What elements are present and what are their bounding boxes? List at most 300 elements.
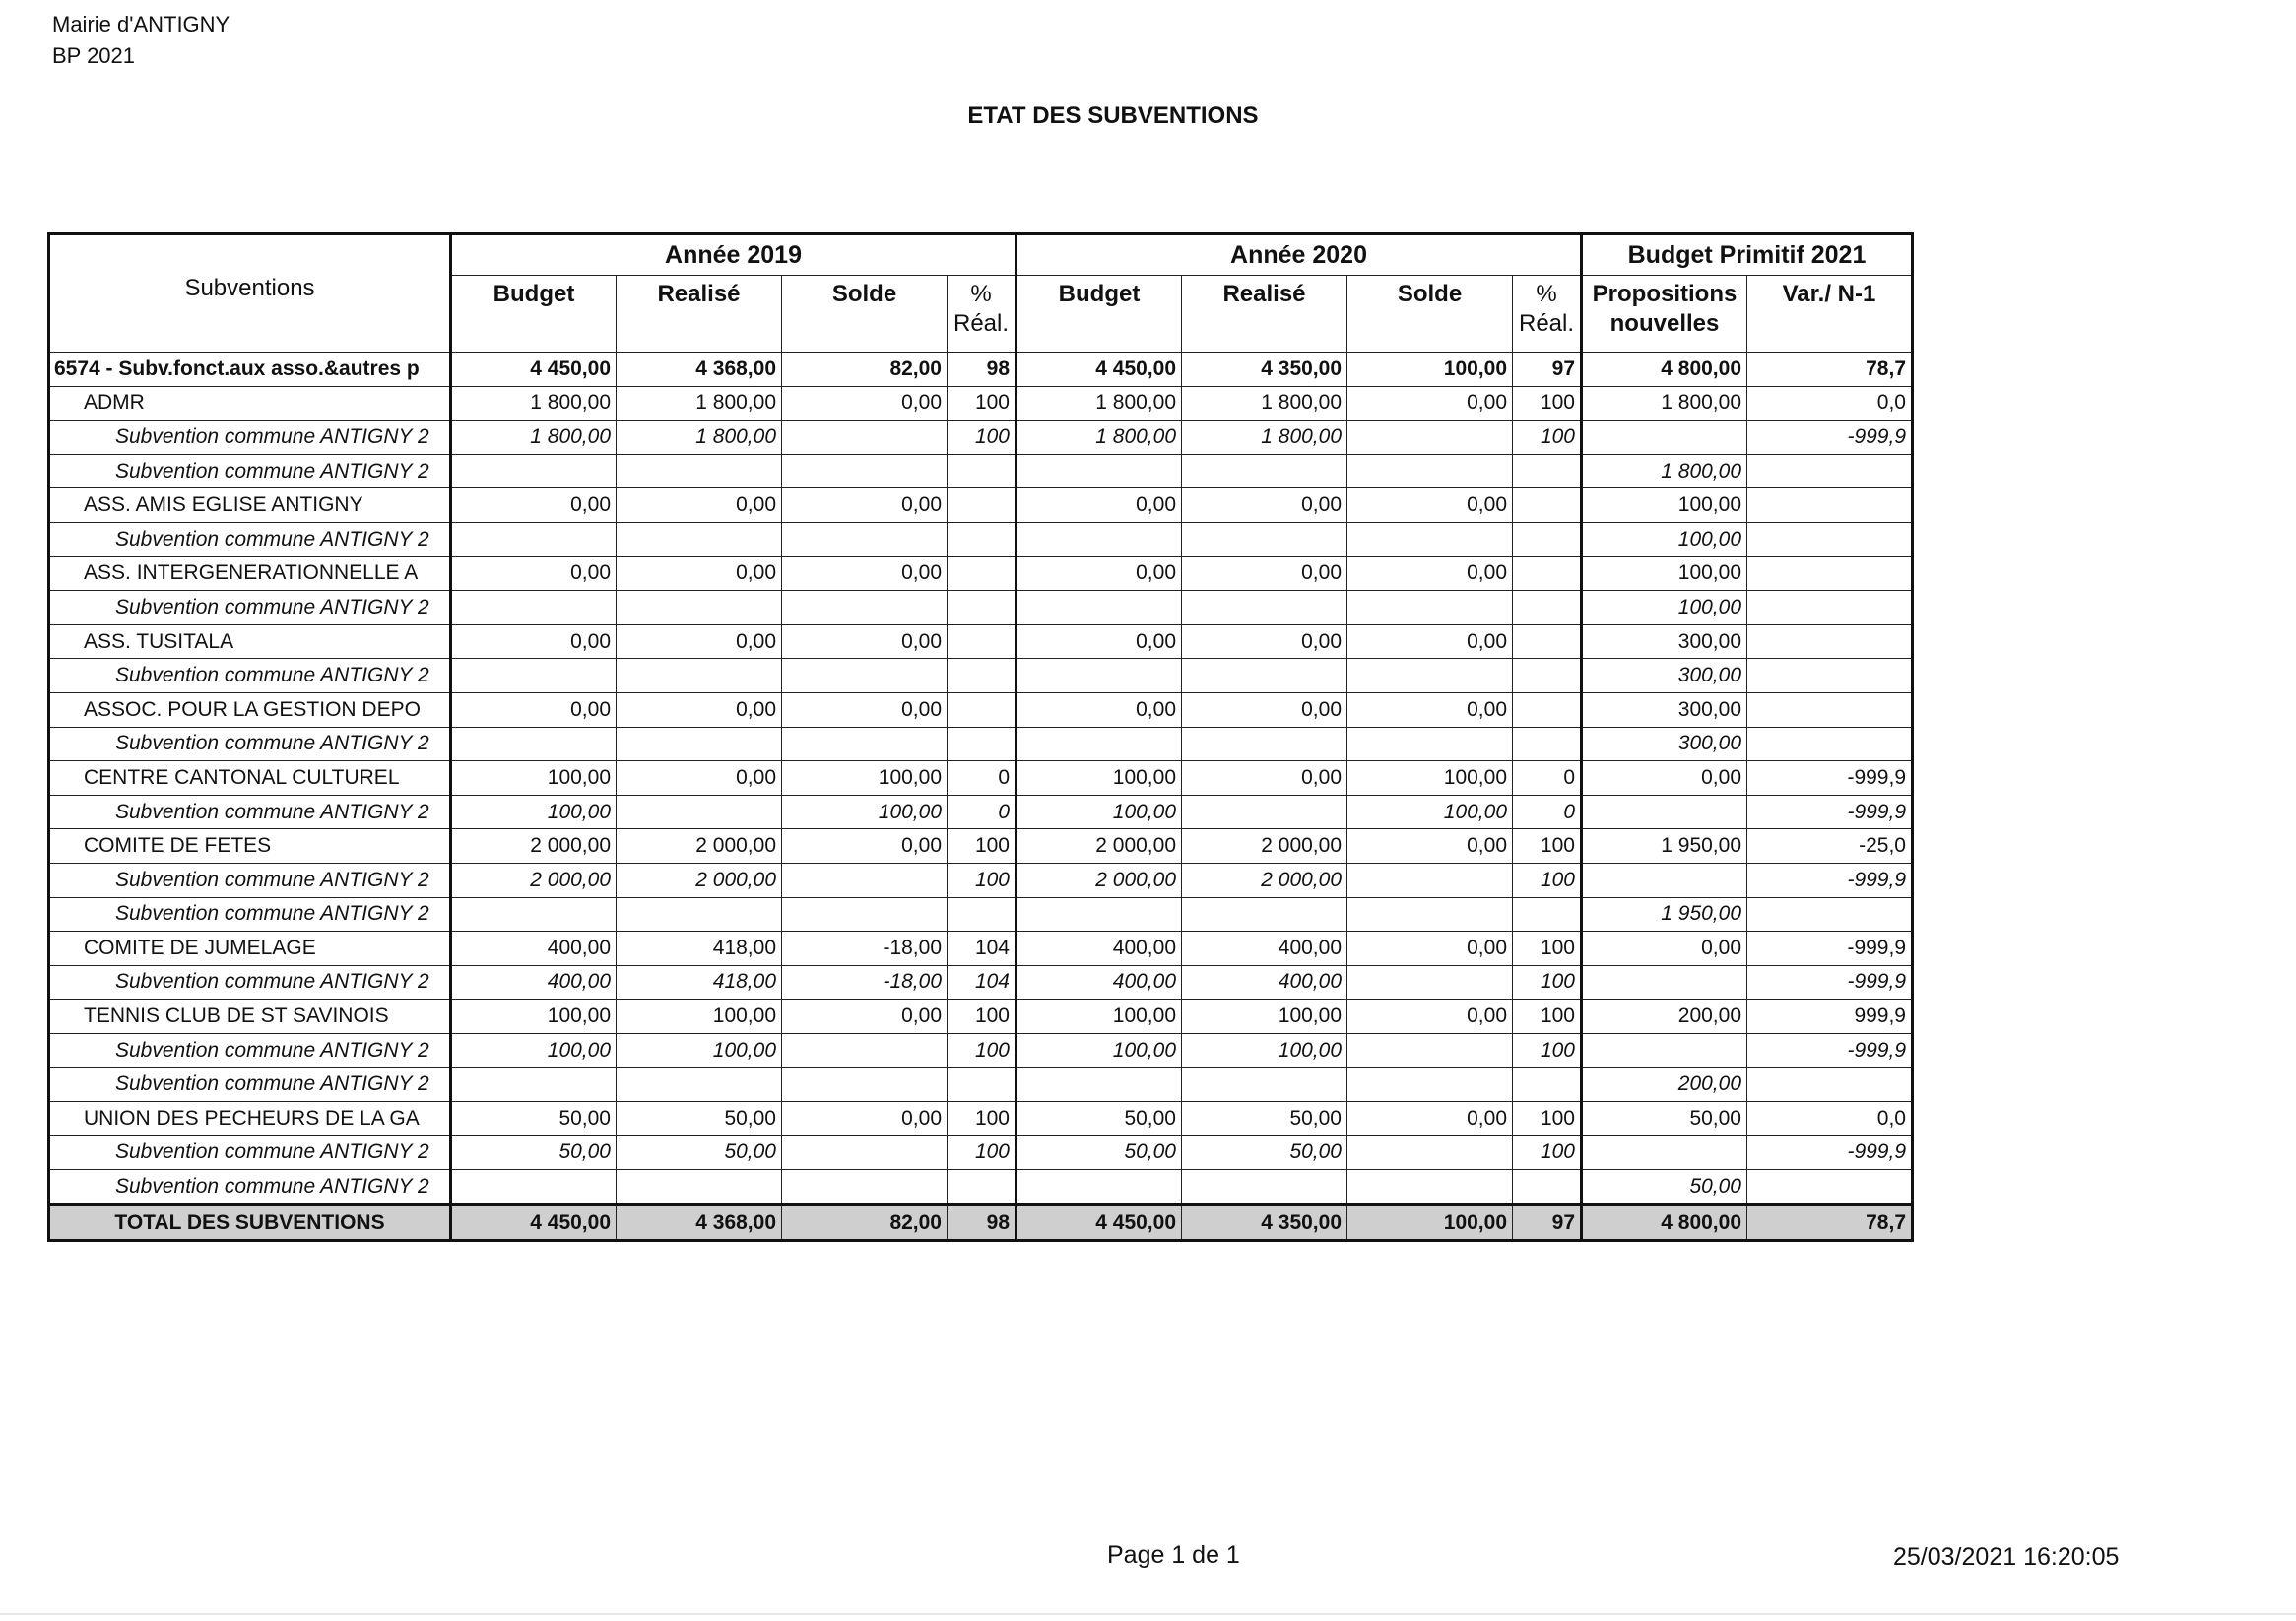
cell-value: 0,00 [782, 556, 948, 591]
cell-value: 418,00 [617, 965, 782, 1000]
cell-value [1347, 727, 1513, 761]
row-label: COMITE DE JUMELAGE [49, 932, 451, 966]
cell-value: 100,00 [782, 795, 948, 829]
cell-value: 100 [1513, 1000, 1582, 1034]
cell-value [1347, 1033, 1513, 1068]
cell-value: 0,00 [1347, 692, 1513, 727]
cell-value [617, 659, 782, 693]
cell-value [948, 556, 1017, 591]
row-label: Subvention commune ANTIGNY 2 [49, 795, 451, 829]
cell-value: 400,00 [451, 932, 617, 966]
cell-value [1747, 1068, 1913, 1102]
cell-value [1182, 795, 1347, 829]
cell-value: 100 [948, 863, 1017, 897]
cell-value: 1 800,00 [1017, 386, 1182, 421]
cell-value [617, 1170, 782, 1205]
row-label: COMITE DE FETES [49, 829, 451, 864]
cell-value: 300,00 [1582, 624, 1747, 659]
cell-value: -18,00 [782, 932, 948, 966]
cell-value: 100,00 [1582, 522, 1747, 556]
row-label: Subvention commune ANTIGNY 2 [49, 1033, 451, 1068]
cell-value: 104 [948, 965, 1017, 1000]
cell-value [948, 659, 1017, 693]
cell-value: 1 950,00 [1582, 897, 1747, 932]
cell-value: 0,00 [1347, 932, 1513, 966]
cell-value: 0,00 [1182, 556, 1347, 591]
cell-value: 104 [948, 932, 1017, 966]
cell-value [782, 659, 948, 693]
cell-value [451, 727, 617, 761]
cell-value: 97 [1513, 1204, 1582, 1241]
cell-value [451, 897, 617, 932]
detail-row [49, 863, 1913, 897]
cell-value: 100,00 [1017, 1000, 1182, 1034]
cell-value: 97 [1513, 353, 1582, 387]
cell-value: 300,00 [1582, 692, 1747, 727]
cell-value: 100 [1513, 386, 1582, 421]
row-label: Subvention commune ANTIGNY 2 [49, 421, 451, 455]
cell-value: 100,00 [617, 1033, 782, 1068]
cell-value: 100,00 [1347, 761, 1513, 796]
cell-value [1347, 421, 1513, 455]
row-label: Subvention commune ANTIGNY 2 [49, 1170, 451, 1205]
row-label: ADMR [49, 386, 451, 421]
row-label: Subvention commune ANTIGNY 2 [49, 727, 451, 761]
cell-value: 0,00 [1582, 932, 1747, 966]
cell-value: 400,00 [451, 965, 617, 1000]
cell-value: 100 [1513, 965, 1582, 1000]
cell-value: 0,00 [1182, 488, 1347, 523]
detail-row [49, 522, 1913, 556]
cell-value [1513, 488, 1582, 523]
cell-value: 4 450,00 [1017, 353, 1182, 387]
cell-value [1347, 897, 1513, 932]
detail-row [49, 591, 1913, 625]
cell-value: 0,00 [1182, 624, 1347, 659]
detail-row [49, 1135, 1913, 1170]
cell-value [617, 897, 782, 932]
cell-value: 0,00 [782, 1102, 948, 1136]
cell-value [948, 897, 1017, 932]
cell-value: 100,00 [451, 1033, 617, 1068]
cell-value [1513, 1068, 1582, 1102]
row-label: Subvention commune ANTIGNY 2 [49, 522, 451, 556]
scan-edge-divider [0, 1613, 2296, 1615]
cell-value [948, 522, 1017, 556]
cell-value [1182, 727, 1347, 761]
cell-value: 2 000,00 [617, 863, 782, 897]
row-label: TOTAL DES SUBVENTIONS [49, 1204, 451, 1241]
detail-row [49, 421, 1913, 455]
row-label: CENTRE CANTONAL CULTUREL [49, 761, 451, 796]
cell-value [1747, 454, 1913, 488]
cell-value: 50,00 [1582, 1102, 1747, 1136]
cell-value: 100,00 [1017, 761, 1182, 796]
cell-value: 50,00 [1017, 1102, 1182, 1136]
cell-value [1747, 522, 1913, 556]
cell-value: 0,00 [1347, 556, 1513, 591]
cell-value: 50,00 [617, 1102, 782, 1136]
col-2019-realise: Realisé [617, 276, 782, 353]
cell-value: -999,9 [1747, 421, 1913, 455]
association-row [49, 488, 1913, 523]
cell-value: 100 [1513, 1102, 1582, 1136]
association-row [49, 692, 1913, 727]
cell-value [782, 897, 948, 932]
cell-value: 100 [1513, 829, 1582, 864]
cell-value: 0,00 [1017, 556, 1182, 591]
cell-value: 100 [948, 1000, 1017, 1034]
detail-row [49, 965, 1913, 1000]
cell-value [1017, 897, 1182, 932]
cell-value: 50,00 [1582, 1170, 1747, 1205]
cell-value: 82,00 [782, 1204, 948, 1241]
cell-value [1182, 1068, 1347, 1102]
row-label: Subvention commune ANTIGNY 2 [49, 897, 451, 932]
cell-value: 100,00 [451, 1000, 617, 1034]
cell-value: -999,9 [1747, 761, 1913, 796]
cell-value: 100 [948, 829, 1017, 864]
cell-value [451, 659, 617, 693]
cell-value [1347, 522, 1513, 556]
cell-value [1017, 1068, 1182, 1102]
cell-value: 100,00 [782, 761, 948, 796]
col-2019-solde: Solde [782, 276, 948, 353]
cell-value: 1 950,00 [1582, 829, 1747, 864]
cell-value [1513, 624, 1582, 659]
cell-value: 4 350,00 [1182, 353, 1347, 387]
cell-value [1582, 863, 1747, 897]
row-label: TENNIS CLUB DE ST SAVINOIS [49, 1000, 451, 1034]
cell-value: 4 368,00 [617, 353, 782, 387]
association-row [49, 1000, 1913, 1034]
cell-value: 98 [948, 353, 1017, 387]
row-label: Subvention commune ANTIGNY 2 [49, 1068, 451, 1102]
cell-value: 2 000,00 [1182, 863, 1347, 897]
col-year-2019: Année 2019 [451, 234, 1017, 276]
cell-value: 0,00 [451, 624, 617, 659]
table-body [49, 353, 1913, 1241]
cell-value: 100 [948, 1033, 1017, 1068]
cell-value [1747, 591, 1913, 625]
cell-value: 100 [948, 421, 1017, 455]
page-title: ETAT DES SUBVENTIONS [967, 102, 1259, 129]
cell-value: 50,00 [451, 1135, 617, 1170]
cell-value: 4 800,00 [1582, 1204, 1747, 1241]
row-label: ASS. AMIS EGLISE ANTIGNY [49, 488, 451, 523]
cell-value [782, 727, 948, 761]
cell-value [1747, 727, 1913, 761]
cell-value: 1 800,00 [1182, 386, 1347, 421]
cell-value: 0,00 [1347, 829, 1513, 864]
cell-value: 50,00 [1017, 1135, 1182, 1170]
cell-value [782, 591, 948, 625]
col-bp-2021: Budget Primitif 2021 [1582, 234, 1913, 276]
cell-value [1347, 1135, 1513, 1170]
cell-value: 2 000,00 [1017, 863, 1182, 897]
cell-value [1347, 1170, 1513, 1205]
detail-row [49, 1033, 1913, 1068]
cell-value: 0,00 [782, 829, 948, 864]
col-2019-budget: Budget [451, 276, 617, 353]
cell-value: 0,0 [1747, 386, 1913, 421]
cell-value [1347, 591, 1513, 625]
cell-value: 0,00 [451, 556, 617, 591]
detail-row [49, 1068, 1913, 1102]
cell-value [1017, 727, 1182, 761]
cell-value: 418,00 [617, 932, 782, 966]
cell-value: -25,0 [1747, 829, 1913, 864]
cell-value: 100 [1513, 1135, 1582, 1170]
cell-value: 100 [1513, 863, 1582, 897]
cell-value: 1 800,00 [617, 421, 782, 455]
org-name: Mairie d'ANTIGNY [52, 12, 230, 36]
col-2020-realise: Realisé [1182, 276, 1347, 353]
row-label: Subvention commune ANTIGNY 2 [49, 1135, 451, 1170]
cell-value [1182, 591, 1347, 625]
row-label: Subvention commune ANTIGNY 2 [49, 863, 451, 897]
cell-value: 0,00 [782, 386, 948, 421]
cell-value: 1 800,00 [451, 421, 617, 455]
cell-value: 400,00 [1017, 932, 1182, 966]
cell-value: 100,00 [1347, 353, 1513, 387]
cell-value [782, 522, 948, 556]
cell-value: 2 000,00 [1017, 829, 1182, 864]
cell-value [782, 454, 948, 488]
cell-value: 2 000,00 [1182, 829, 1347, 864]
cell-value: 100,00 [1582, 556, 1747, 591]
chapter-row [49, 353, 1913, 387]
cell-value: 100,00 [1582, 488, 1747, 523]
cell-value: 0 [948, 761, 1017, 796]
cell-value [948, 488, 1017, 523]
cell-value [1747, 659, 1913, 693]
cell-value [617, 795, 782, 829]
cell-value [782, 1068, 948, 1102]
cell-value [1747, 1170, 1913, 1205]
col-year-2020: Année 2020 [1017, 234, 1582, 276]
cell-value: -18,00 [782, 965, 948, 1000]
cell-value [1017, 454, 1182, 488]
cell-value: 78,7 [1747, 353, 1913, 387]
cell-value [948, 692, 1017, 727]
cell-value [948, 454, 1017, 488]
cell-value: 100,00 [451, 795, 617, 829]
cell-value [617, 454, 782, 488]
cell-value [948, 1068, 1017, 1102]
cell-value: 1 800,00 [1182, 421, 1347, 455]
cell-value: 400,00 [1017, 965, 1182, 1000]
cell-value: 50,00 [1182, 1102, 1347, 1136]
cell-value: -999,9 [1747, 965, 1913, 1000]
cell-value: 100,00 [1182, 1000, 1347, 1034]
cell-value: 0,00 [451, 488, 617, 523]
col-2019-pct: % Réal. [948, 276, 1017, 353]
row-label: Subvention commune ANTIGNY 2 [49, 591, 451, 625]
cell-value: 0,00 [451, 692, 617, 727]
association-row [49, 829, 1913, 864]
cell-value [782, 1033, 948, 1068]
cell-value [1182, 897, 1347, 932]
col-2021-propositions: Propositions nouvelles [1582, 276, 1747, 353]
cell-value: -999,9 [1747, 932, 1913, 966]
row-label: ASS. INTERGENERATIONNELLE A [49, 556, 451, 591]
cell-value [1182, 522, 1347, 556]
cell-value: 0,00 [782, 488, 948, 523]
cell-value [1582, 421, 1747, 455]
cell-value: 100 [948, 1135, 1017, 1170]
cell-value: 100,00 [451, 761, 617, 796]
cell-value: 2 000,00 [451, 863, 617, 897]
cell-value: 4 450,00 [1017, 1204, 1182, 1241]
cell-value: 4 450,00 [451, 353, 617, 387]
cell-value: -999,9 [1747, 795, 1913, 829]
cell-value: -999,9 [1747, 1033, 1913, 1068]
cell-value [1582, 795, 1747, 829]
cell-value [1513, 454, 1582, 488]
cell-value [1747, 692, 1913, 727]
cell-value: 4 800,00 [1582, 353, 1747, 387]
cell-value: 0,00 [617, 624, 782, 659]
row-label: UNION DES PECHEURS DE LA GA [49, 1102, 451, 1136]
cell-value [1017, 659, 1182, 693]
cell-value: 0 [948, 795, 1017, 829]
cell-value [1017, 1170, 1182, 1205]
cell-value [782, 1170, 948, 1205]
row-label: Subvention commune ANTIGNY 2 [49, 454, 451, 488]
association-row [49, 1102, 1913, 1136]
association-row [49, 624, 1913, 659]
cell-value: 0,00 [1347, 624, 1513, 659]
association-row [49, 556, 1913, 591]
cell-value [1182, 454, 1347, 488]
cell-value: 1 800,00 [617, 386, 782, 421]
cell-value [1513, 591, 1582, 625]
cell-value: 0,00 [617, 556, 782, 591]
cell-value [1017, 591, 1182, 625]
cell-value: 100,00 [1582, 591, 1747, 625]
cell-value: 50,00 [451, 1102, 617, 1136]
cell-value: 0,00 [1347, 1000, 1513, 1034]
row-label: Subvention commune ANTIGNY 2 [49, 965, 451, 1000]
cell-value: 0 [1513, 795, 1582, 829]
row-label: ASSOC. POUR LA GESTION DEPO [49, 692, 451, 727]
cell-value: 300,00 [1582, 727, 1747, 761]
row-label: Subvention commune ANTIGNY 2 [49, 659, 451, 693]
cell-value: 100 [1513, 932, 1582, 966]
cell-value: 98 [948, 1204, 1017, 1241]
col-2020-solde: Solde [1347, 276, 1513, 353]
detail-row [49, 795, 1913, 829]
cell-value: 0,00 [617, 488, 782, 523]
page-number: Page 1 de 1 [1107, 1541, 1240, 1569]
cell-value: 0,00 [1182, 761, 1347, 796]
cell-value [451, 522, 617, 556]
cell-value: 1 800,00 [1582, 386, 1747, 421]
cell-value: 400,00 [1182, 965, 1347, 1000]
cell-value [782, 421, 948, 455]
cell-value [1017, 522, 1182, 556]
col-2021-var: Var./ N-1 [1747, 276, 1913, 353]
cell-value: 100,00 [1347, 795, 1513, 829]
cell-value [1747, 897, 1913, 932]
cell-value [948, 591, 1017, 625]
cell-value: 0,00 [1017, 488, 1182, 523]
cell-value [1513, 692, 1582, 727]
cell-value [1347, 965, 1513, 1000]
cell-value: 0,00 [782, 692, 948, 727]
cell-value [948, 624, 1017, 659]
cell-value [617, 522, 782, 556]
cell-value: 100,00 [1017, 795, 1182, 829]
cell-value [617, 591, 782, 625]
cell-value [1347, 454, 1513, 488]
detail-row [49, 727, 1913, 761]
cell-value [1347, 659, 1513, 693]
print-datetime: 25/03/2021 16:20:05 [1893, 1543, 2120, 1571]
association-row [49, 386, 1913, 421]
col-2020-pct: % Réal. [1513, 276, 1582, 353]
cell-value: 0,0 [1747, 1102, 1913, 1136]
cell-value: 0,00 [782, 1000, 948, 1034]
cell-value: 200,00 [1582, 1068, 1747, 1102]
cell-value [1513, 897, 1582, 932]
cell-value: 400,00 [1182, 932, 1347, 966]
cell-value: 0,00 [1017, 624, 1182, 659]
cell-value: 1 800,00 [451, 386, 617, 421]
cell-value: 1 800,00 [1582, 454, 1747, 488]
cell-value [1513, 659, 1582, 693]
cell-value [1582, 1033, 1747, 1068]
cell-value: 2 000,00 [451, 829, 617, 864]
detail-row [49, 659, 1913, 693]
cell-value [1582, 965, 1747, 1000]
cell-value [1747, 556, 1913, 591]
cell-value: 100 [948, 386, 1017, 421]
detail-row [49, 897, 1913, 932]
cell-value [1513, 1170, 1582, 1205]
association-row [49, 932, 1913, 966]
cell-value: 100,00 [617, 1000, 782, 1034]
row-label: 6574 - Subv.fonct.aux asso.&autres p [49, 353, 451, 387]
cell-value: 82,00 [782, 353, 948, 387]
cell-value: 200,00 [1582, 1000, 1747, 1034]
cell-value: -999,9 [1747, 1135, 1913, 1170]
cell-value [617, 1068, 782, 1102]
cell-value [1182, 1170, 1347, 1205]
cell-value [451, 1170, 617, 1205]
cell-value [1513, 556, 1582, 591]
cell-value: 1 800,00 [1017, 421, 1182, 455]
cell-value [1513, 522, 1582, 556]
cell-value: 0,00 [1017, 692, 1182, 727]
cell-value: 4 450,00 [451, 1204, 617, 1241]
cell-value: 0,00 [617, 692, 782, 727]
cell-value [948, 1170, 1017, 1205]
cell-value: 999,9 [1747, 1000, 1913, 1034]
cell-value: 100 [948, 1102, 1017, 1136]
association-row [49, 761, 1913, 796]
cell-value: 100 [1513, 1033, 1582, 1068]
cell-value: 100,00 [1017, 1033, 1182, 1068]
cell-value [1582, 1135, 1747, 1170]
cell-value: 100,00 [1347, 1204, 1513, 1241]
cell-value [948, 727, 1017, 761]
cell-value: 100 [1513, 421, 1582, 455]
cell-value: 100,00 [1182, 1033, 1347, 1068]
cell-value: 0,00 [1582, 761, 1747, 796]
cell-value [1182, 659, 1347, 693]
